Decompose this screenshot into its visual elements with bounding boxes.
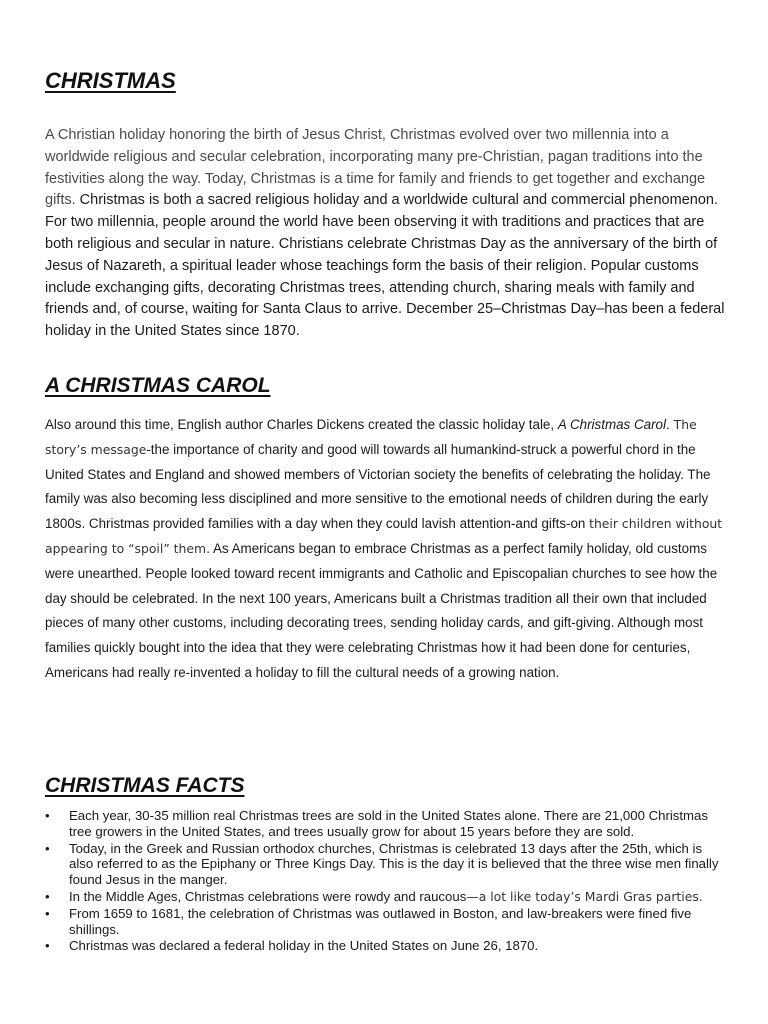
paragraph-christmas (45, 125, 725, 343)
facts-list (45, 808, 725, 955)
list-item: • Today, in the Greek and Russian orthodox churches, Christmas is celebrated 13 days after the 25th, which is also referred to as the Epiphany or Three Kings Day. This is the day it is believed that the three wise men finally found Jesus in the manger. (45, 841, 725, 888)
list-item: • Christmas was declared a federal holiday in the United States on June 26, 1870. (45, 938, 725, 954)
carol-spoil-span: their children without appearing to “spoil” them. (45, 516, 723, 556)
carol-message-span: The story’s message (45, 417, 697, 457)
list-item-tail: —a lot like today’s Mardi Gras parties. (466, 888, 703, 904)
carol-text-1: Also around this time, English author Charles Dickens created the classic holiday tale, (45, 417, 558, 432)
list-item: • Each year, 30-35 million real Christmas trees are sold in the United States alone. There are 21,000 Christmas tree growers in the United States, and trees usually grow for about 15 years before they are sold. (45, 808, 725, 840)
list-item-text: In the Middle Ages, Christmas celebrations were rowdy and raucous (69, 888, 467, 904)
carol-title: A Christmas Carol (557, 417, 666, 432)
heading-christmas-carol: A CHRISTMAS CAROL (45, 374, 271, 397)
heading-christmas-facts: CHRISTMAS FACTS (45, 774, 245, 797)
carol-text-3: -the importance of charity and good will towards all humankind-struck a powerful chord in the United States and England and showed members of Victorian society the benefits of celebrating the holiday. The family was also becoming less disciplined and more sensitive to the emotional needs of children during the early 1800s. Christmas provided families with a day when they could lavish attention-and gifts-on (45, 441, 711, 532)
paragraph-carol (45, 413, 725, 686)
heading-christmas: CHRISTMAS (45, 68, 176, 93)
intro-text: A Christian holiday honoring the birth of Jesus Christ, Christmas evolved over two millennia into a worldwide religious and secular celebration, incorporating many pre-Christian, pagan traditions into the festivities along the way. Today, Christmas is a time for family and friends to get together and exchange gifts. (45, 127, 706, 209)
carol-text-2: . (665, 417, 670, 432)
list-item: • From 1659 to 1681, the celebration of Christmas was outlawed in Boston, and law-breakers were fined five shillings. (45, 906, 725, 938)
body-text: Christmas is both a sacred religious holiday and a worldwide cultural and commercial phenomenon. For two millennia, people around the world have been observing it with traditions and practices that are both religious and secular in nature. Christians celebrate Christmas Day as the anniversary of the birth of Jesus of Nazareth, a spiritual leader whose teachings form the basis of their religion. Popular customs include exchanging gifts, decorating Christmas trees, attending church, sharing meals with family and friends and, of course, waiting for Santa Claus to arrive. December 25–Christmas Day–has been a federal holiday in the United States since 1870. (45, 192, 725, 340)
carol-text-4: As Americans began to embrace Christmas as a perfect family holiday, old customs were unearthed. People looked toward recent immigrants and Catholic and Episcopalian churches to see how the day should be celebrated. In the next 100 years, Americans built a Christmas tradition all their own that included pieces of many other customs, including decorating trees, sending holiday cards, and gift-giving. Although most families quickly bought into the idea that they were celebrating Christmas how it had been done for centuries, Americans had really re-invented a holiday to fill the cultural needs of a growing nation. (45, 540, 718, 680)
list-item (45, 889, 725, 905)
